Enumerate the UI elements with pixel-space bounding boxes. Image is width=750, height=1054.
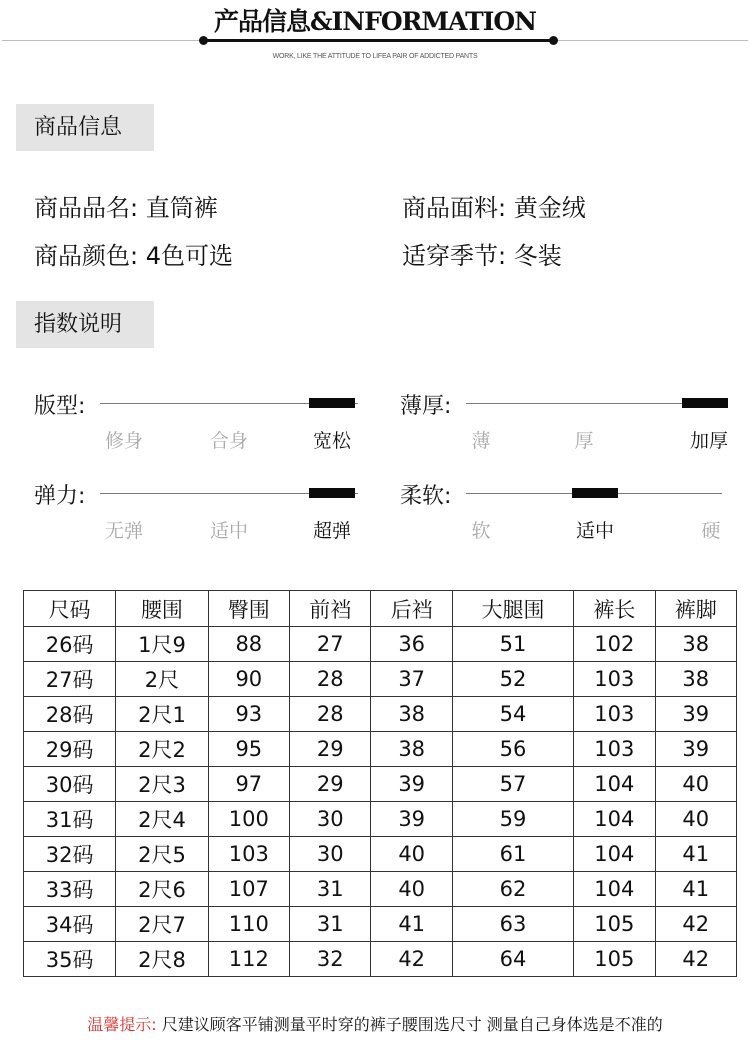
- table-cell: 29码: [24, 732, 116, 767]
- table-row: [24, 802, 737, 837]
- size-table-body: [24, 627, 737, 977]
- table-cell: 40: [655, 767, 736, 802]
- table-cell: 40: [371, 837, 452, 872]
- table-row: [24, 767, 737, 802]
- header-subtitle: WORK, LIKE THE ATTITUDE TO LIFEA PAIR OF ADDICTED PANTS: [272, 53, 478, 60]
- table-cell: 41: [655, 872, 736, 907]
- table-cell: 28: [290, 662, 371, 697]
- table-row: [24, 907, 737, 942]
- table-cell: 36: [371, 627, 452, 662]
- table-cell: 102: [574, 627, 655, 662]
- table-cell: 97: [208, 767, 289, 802]
- table-cell: 32: [290, 942, 371, 977]
- table-cell: 64: [452, 942, 573, 977]
- table-cell: 27码: [24, 662, 116, 697]
- table-cell: 32码: [24, 837, 116, 872]
- scale-elastic-label: 弹力:: [34, 484, 86, 509]
- table-cell: 57: [452, 767, 573, 802]
- table-cell: 27: [290, 627, 371, 662]
- scale-fit-marker: [309, 398, 355, 408]
- size-table: [23, 590, 737, 977]
- table-cell: 40: [655, 802, 736, 837]
- scale-thickness-label: 薄厚:: [400, 394, 452, 419]
- info-color: [34, 236, 233, 271]
- info-name-value: 直筒裤: [145, 194, 218, 222]
- table-cell: 104: [574, 837, 655, 872]
- scale-elastic-option: 适中: [209, 520, 249, 542]
- scale-thickness-option: 薄: [471, 430, 491, 452]
- table-cell: 59: [452, 802, 573, 837]
- table-row: [24, 662, 737, 697]
- table-cell: 42: [655, 907, 736, 942]
- table-cell: 93: [208, 697, 289, 732]
- table-cell: 39: [655, 732, 736, 767]
- section-index-desc: 指数说明: [16, 301, 154, 348]
- tip-text: 尺建议顾客平铺测量平时穿的裤子腰围选尺寸 测量自己身体选是不准的: [161, 1015, 663, 1034]
- table-cell: 40: [371, 872, 452, 907]
- table-row: [24, 627, 737, 662]
- table-row: [24, 942, 737, 977]
- table-cell: 2尺8: [116, 942, 208, 977]
- table-cell: 2尺4: [116, 802, 208, 837]
- scale-thickness-marker: [682, 398, 728, 408]
- table-cell: 38: [655, 662, 736, 697]
- column-header: 臀围: [208, 591, 289, 627]
- info-season: [402, 236, 562, 271]
- column-header: 裤脚: [655, 591, 736, 627]
- scale-fit-label: 版型:: [34, 394, 86, 419]
- column-header: 裤长: [574, 591, 655, 627]
- table-cell: 104: [574, 802, 655, 837]
- table-cell: 100: [208, 802, 289, 837]
- table-cell: 35码: [24, 942, 116, 977]
- scale-thickness-option: 加厚: [689, 430, 729, 452]
- info-fabric-label: 商品面料:: [402, 194, 507, 222]
- table-row: [24, 837, 737, 872]
- section-product-info: 商品信息: [16, 104, 154, 151]
- table-cell: 38: [371, 697, 452, 732]
- size-table-header-row: [24, 591, 737, 627]
- scale-elastic-option: 超弹: [312, 520, 352, 542]
- table-cell: 105: [574, 907, 655, 942]
- scale-fit-option: 宽松: [312, 430, 352, 452]
- info-color-label: 商品颜色:: [34, 242, 139, 270]
- table-cell: 95: [208, 732, 289, 767]
- table-cell: 28码: [24, 697, 116, 732]
- table-cell: 2尺2: [116, 732, 208, 767]
- table-cell: 38: [655, 627, 736, 662]
- scale-softness-option: 软: [471, 520, 491, 542]
- table-cell: 38: [371, 732, 452, 767]
- scale-softness-label: 柔软:: [400, 484, 452, 509]
- table-cell: 39: [655, 697, 736, 732]
- scale-thickness-option: 厚: [574, 430, 594, 452]
- table-cell: 103: [574, 697, 655, 732]
- info-fabric-value: 黄金绒: [513, 194, 586, 222]
- column-header: 前裆: [290, 591, 371, 627]
- table-cell: 88: [208, 627, 289, 662]
- table-cell: 2尺5: [116, 837, 208, 872]
- table-cell: 63: [452, 907, 573, 942]
- scale-elastic-option: 无弹: [104, 520, 144, 542]
- column-header: 腰围: [116, 591, 208, 627]
- table-cell: 31: [290, 907, 371, 942]
- table-cell: 51: [452, 627, 573, 662]
- table-cell: 37: [371, 662, 452, 697]
- scale-fit-option: 修身: [104, 430, 144, 452]
- table-cell: 30: [290, 802, 371, 837]
- table-cell: 41: [655, 837, 736, 872]
- table-cell: 29: [290, 732, 371, 767]
- table-cell: 30: [290, 837, 371, 872]
- table-cell: 104: [574, 872, 655, 907]
- scale-elastic-marker: [309, 488, 355, 498]
- table-cell: 34码: [24, 907, 116, 942]
- table-cell: 31: [290, 872, 371, 907]
- table-cell: 29: [290, 767, 371, 802]
- table-cell: 1尺9: [116, 627, 208, 662]
- table-cell: 90: [208, 662, 289, 697]
- table-cell: 39: [371, 802, 452, 837]
- info-season-value: 冬装: [513, 242, 562, 270]
- table-cell: 103: [574, 732, 655, 767]
- table-cell: 2尺7: [116, 907, 208, 942]
- table-cell: 110: [208, 907, 289, 942]
- column-header: 尺码: [24, 591, 116, 627]
- info-name: [34, 188, 218, 223]
- scale-fit-option: 合身: [209, 430, 249, 452]
- info-season-label: 适穿季节:: [402, 242, 507, 270]
- table-cell: 30码: [24, 767, 116, 802]
- table-cell: 103: [208, 837, 289, 872]
- info-color-value: 4色可选: [145, 242, 234, 270]
- table-cell: 42: [655, 942, 736, 977]
- tip-note: [0, 1012, 750, 1035]
- info-name-label: 商品品名:: [34, 194, 139, 222]
- table-cell: 2尺6: [116, 872, 208, 907]
- column-header: 后裆: [371, 591, 452, 627]
- table-cell: 104: [574, 767, 655, 802]
- table-cell: 56: [452, 732, 573, 767]
- table-cell: 105: [574, 942, 655, 977]
- table-cell: 2尺3: [116, 767, 208, 802]
- info-fabric: [402, 188, 586, 223]
- table-cell: 28: [290, 697, 371, 732]
- scale-softness-option: 适中: [575, 520, 615, 542]
- table-cell: 26码: [24, 627, 116, 662]
- column-header: 大腿围: [452, 591, 573, 627]
- scale-softness-option: 硬: [701, 520, 721, 542]
- table-cell: 103: [574, 662, 655, 697]
- table-cell: 62: [452, 872, 573, 907]
- table-row: [24, 732, 737, 767]
- table-cell: 52: [452, 662, 573, 697]
- table-cell: 41: [371, 907, 452, 942]
- table-row: [24, 697, 737, 732]
- header-dot-left: [199, 36, 208, 45]
- table-cell: 31码: [24, 802, 116, 837]
- table-cell: 39: [371, 767, 452, 802]
- table-cell: 2尺: [116, 662, 208, 697]
- table-row: [24, 872, 737, 907]
- table-cell: 61: [452, 837, 573, 872]
- page-title: 产品信息&INFORMATION: [213, 7, 537, 36]
- table-cell: 42: [371, 942, 452, 977]
- table-cell: 107: [208, 872, 289, 907]
- tip-warn-label: 温馨提示:: [87, 1015, 157, 1034]
- header-dot-right: [549, 36, 558, 45]
- header-accent-bar: [205, 39, 555, 42]
- table-cell: 33码: [24, 872, 116, 907]
- table-cell: 112: [208, 942, 289, 977]
- table-cell: 2尺1: [116, 697, 208, 732]
- scale-softness-marker: [572, 488, 618, 498]
- table-cell: 54: [452, 697, 573, 732]
